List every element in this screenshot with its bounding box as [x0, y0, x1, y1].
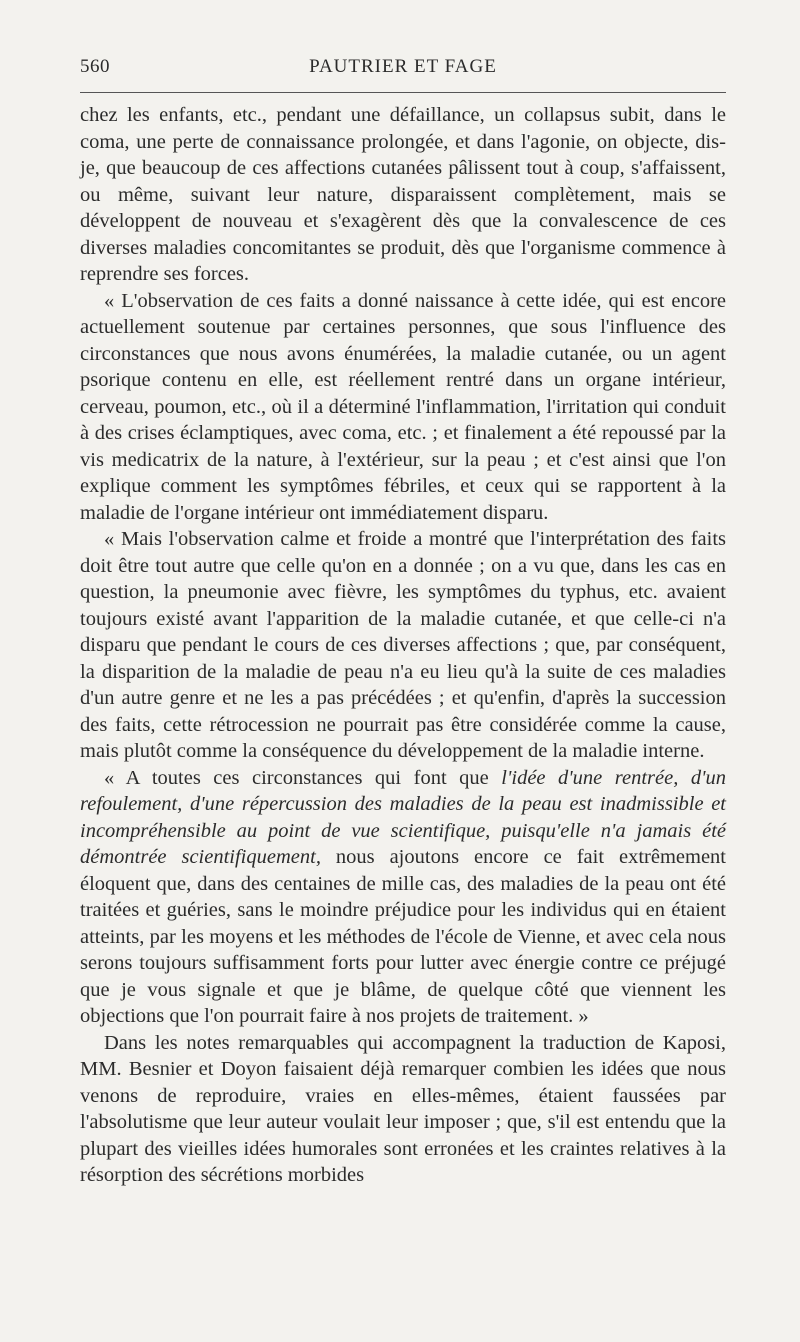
- header-rule: [80, 92, 726, 93]
- paragraph-5: Dans les notes remarquables qui accompagnent la traduction de Kaposi, MM. Besnier et Doyon faisaient déjà remarquer combien les idées que nous venons de reproduire, vraies en elles-mêmes, étaient faussées par l'absolutisme que leur auteur voulait leur imposer ; que, s'il est entendu que la plupart des vieilles idées humorales sont erronées et les craintes relatives à la résorption des sécrétions morbides: [80, 1031, 726, 1186]
- page-header: [80, 52, 726, 84]
- running-title: PAUTRIER ET FAGE: [309, 56, 497, 77]
- paragraph-4-lead: « A toutes ces circonstances qui font que: [104, 766, 502, 789]
- paragraph-3: « Mais l'observation calme et froide a montré que l'interprétation des faits doit être tout autre que celle qu'on en a donnée ; on a vu que, dans les cas en question, la pneumonie avec fièvre, les symptômes du typhus, etc. avaient toujours existé avant l'apparition de la maladie cutanée, et que celle-ci n'a disparu que pendant le cours de ces diverses affections ; que, par conséquent, la disparition de la maladie de peau n'a eu lieu qu'à la suite de ces maladies d'un autre genre et ne les a pas précédées ; et qu'enfin, d'après la succession des faits, cette rétrocession ne pourrait pas être considérée comme la cause, mais plutôt comme la conséquence du développement de la maladie interne.: [80, 528, 726, 762]
- paragraph-4-tail: nous ajoutons encore ce fait extrêmement éloquent que, dans des centaines de mille cas, des maladies de la peau ont été traitées et guéries, sans le moindre préjudice pour les individus qui en étaient atteints, par les moyens et les méthodes de l'école de Vienne, et avec cela nous serons toujours suffisamment forts pour lutter avec énergie contre ce préjugé que je vous signale et que je blâme, de quelque côté que viennent les objections que l'on pourrait faire à nos projets de traitement. »: [80, 846, 726, 1027]
- paragraph-4-italic: l'idée d'une rentrée, d'un refoulement, d'une répercussion des maladies de la peau est inadmissible et incompréhensible au point de vue scientifique, puisqu'elle n'a jamais été démontrée scientifiquement,: [80, 766, 726, 868]
- paragraph-4: [80, 765, 726, 1030]
- paragraph-1: chez les enfants, etc., pendant une défaillance, un collapsus subit, dans le coma, une perte de connaissance prolongée, et dans l'agonie, on objecte, dis-je, que beaucoup de ces affections cutanées pâlissent tout à coup, s'affaissent, ou même, suivant leur nature, disparaissent complètement, mais se développent de nouveau et s'exagèrent dès que la convalescence de ces diverses maladies concomitantes se produit, dès que l'organisme commence à reprendre ses forces.: [80, 104, 726, 285]
- body-text: [80, 102, 726, 1189]
- page-number: 560: [80, 56, 110, 77]
- paragraph-2: « L'observation de ces faits a donné naissance à cette idée, qui est encore actuellement soutenue par certaines personnes, que sous l'influence des circonstances que nous avons énumérées, la maladie cutanée, ou un agent psorique contenu en elle, est réellement rentré dans un organe intérieur, cerveau, poumon, etc., où il a déterminé l'inflammation, l'irritation qui conduit à des crises éclamptiques, avec coma, etc. ; et finalement a été repoussé par la vis medicatrix de la nature, à l'extérieur, sur la peau ; et c'est ainsi que l'on explique comment les symptômes fébriles, et ceux qui se rapportent à la maladie de l'organe intérieur ont immédiatement disparu.: [80, 289, 726, 524]
